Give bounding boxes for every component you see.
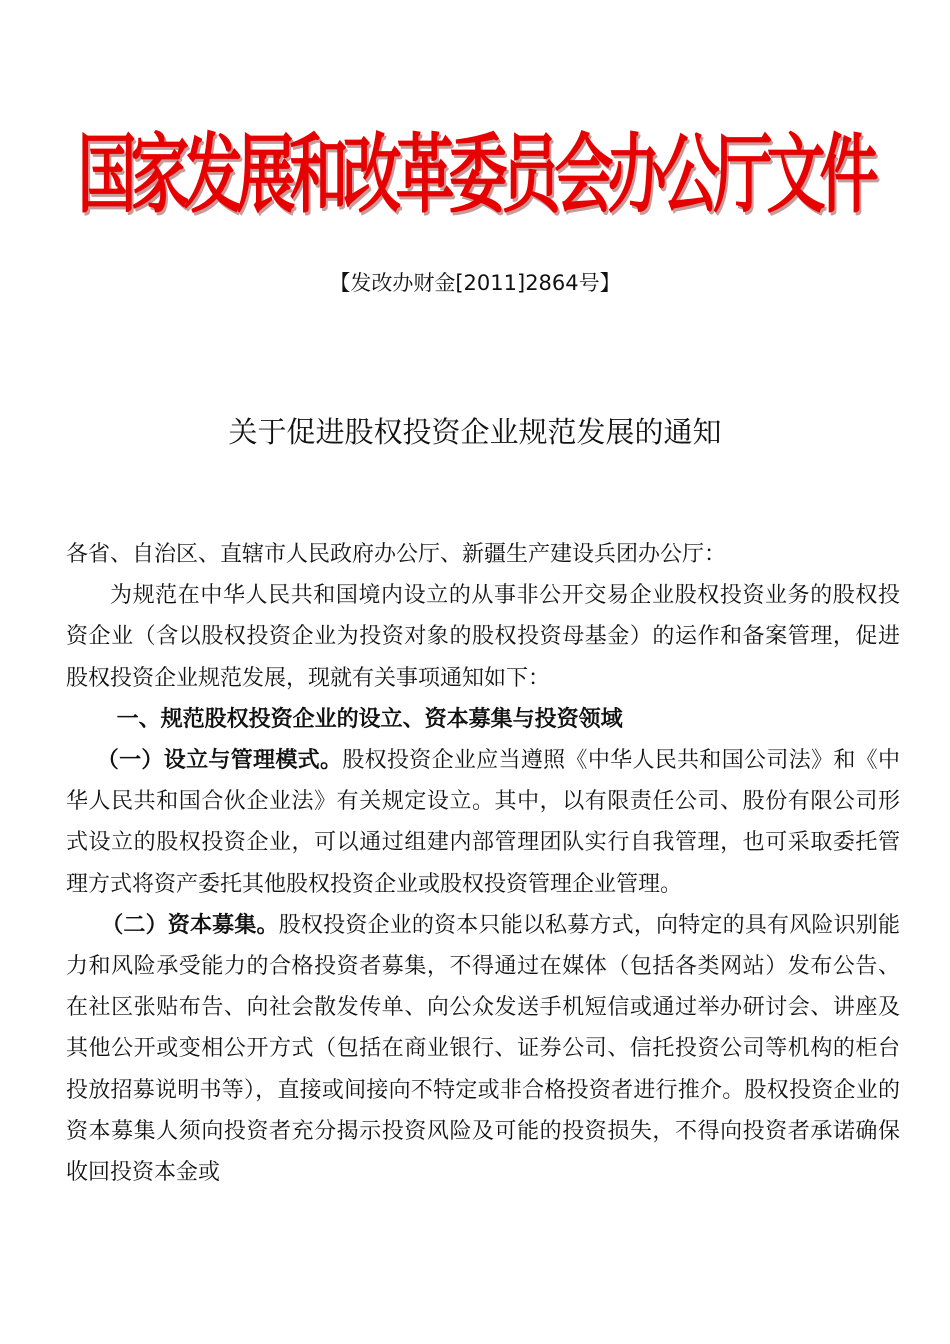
item-2-text: 股权投资企业的资本只能以私募方式，向特定的具有风险识别能力和风险承受能力的合格投资者募集，不得通过在媒体（包括各类网站）发布公告、在社区张贴布告、向社会散发传单、向公众发送手机短信或通过举办研讨会、讲座及其他公开或变相公开方式（包括在商业银行、证券公司、信托投资公司等机构的柜台投放招募说明书等），直接或间接向不特定或非合格投资者进行推介。股权投资企业的资本募集人须向投资者充分揭示投资风险及可能的投资损失，不得向投资者承诺确保收回投资本金或 — [66, 912, 900, 1186]
item-1-paragraph — [66, 740, 900, 905]
item-1-text: 股权投资企业应当遵照《中华人民共和国公司法》和《中华人民共和国合伙企业法》有关规定设立。其中，以有限责任公司、股份有限公司形式设立的股权投资企业，可以通过组建内部管理团队实行自我管理，也可采取委托管理方式将资产委托其他股权投资企业或股权投资管理企业管理。 — [66, 748, 900, 897]
item-2-paragraph — [66, 905, 900, 1193]
salutation: 各省、自治区、直辖市人民政府办公厅、新疆生产建设兵团办公厅： — [66, 542, 727, 567]
section-heading-1: 一、规范股权投资企业的设立、资本募集与投资领域 — [116, 706, 623, 732]
intro-paragraph: 为规范在中华人民共和国境内设立的从事非公开交易企业股权投资业务的股权投资企业（含以股权投资企业为投资对象的股权投资母基金）的运作和备案管理，促进股权投资企业规范发展，现就有关事项通知如下： — [66, 583, 900, 691]
document-number: 【发改办财金[2011]2864号】 — [329, 271, 621, 295]
masthead-title: 国家发展和改革委员会办公厅文件 — [77, 124, 873, 225]
document-body — [66, 534, 900, 1193]
item-2-lead: （二）资本募集。 — [101, 912, 279, 938]
item-1-lead: （一）设立与管理模式。 — [96, 748, 343, 774]
document-title: 关于促进股权投资企业规范发展的通知 — [228, 415, 722, 449]
